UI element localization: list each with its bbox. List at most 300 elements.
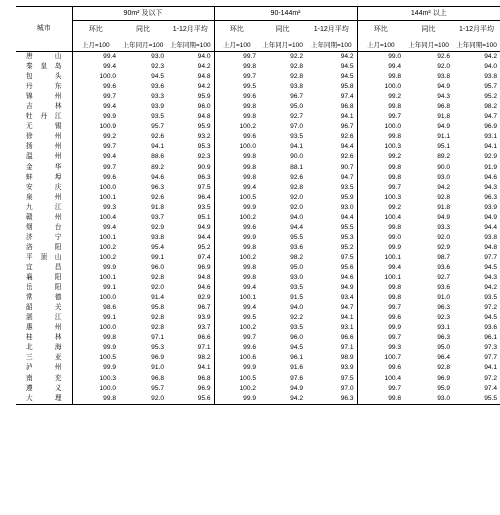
index-value: 92.8 (437, 193, 451, 201)
index-value: 88.6 (151, 153, 164, 161)
index-value: 93.9 (197, 314, 211, 322)
table-row (16, 323, 500, 333)
index-value: 99.2 (72, 132, 119, 142)
index-value: 100.5 (214, 193, 259, 203)
index-value: 94.2 (484, 284, 498, 292)
index-value: 94.5 (340, 73, 354, 81)
index-value: 95.5 (290, 233, 304, 241)
index-value: 93.3 (437, 223, 451, 231)
index-value: 94.4 (340, 143, 354, 151)
index-value: 94.3 (437, 93, 451, 101)
table-row (16, 52, 500, 63)
subcol-mom: 环比 (214, 21, 259, 40)
index-value: 97.7 (484, 253, 498, 261)
index-value: 99.0 (357, 233, 404, 243)
index-value: 91.8 (151, 203, 164, 211)
city-name: 泸州 (26, 364, 62, 372)
price-index-table-container (16, 6, 498, 405)
index-value: 95.2 (484, 93, 498, 101)
index-value: 99.6 (357, 363, 404, 373)
index-value: 93.8 (151, 233, 164, 241)
index-value: 94.9 (437, 123, 451, 131)
city-name: 蚌埠 (26, 173, 62, 181)
index-value: 99.9 (214, 233, 259, 243)
city-name: 烟台 (26, 223, 62, 231)
index-value: 99.4 (214, 183, 259, 193)
city-column-header: 城市 (16, 7, 72, 52)
city-name: 扬州 (26, 143, 62, 151)
index-value: 99.8 (357, 72, 404, 82)
index-value: 92.8 (151, 274, 164, 282)
index-value: 99.9 (72, 263, 119, 273)
index-value: 99.8 (357, 173, 404, 183)
index-value: 99.7 (214, 72, 259, 82)
index-value: 94.0 (197, 53, 211, 61)
base-label: 上年同月=100 (404, 39, 453, 52)
base-label: 上年同月=100 (119, 39, 167, 52)
index-value: 98.9 (340, 354, 354, 362)
index-value: 94.4 (290, 223, 304, 231)
city-name: 北海 (26, 344, 62, 352)
subcol-avg: 1-12月平均 (167, 21, 214, 40)
index-value: 94.5 (340, 63, 354, 71)
index-value: 93.1 (340, 324, 354, 332)
index-value: 92.3 (197, 153, 211, 161)
index-value: 95.3 (340, 233, 354, 241)
base-label: 上年同期=100 (453, 39, 500, 52)
index-value: 99.5 (214, 82, 259, 92)
index-value: 94.1 (340, 113, 354, 121)
index-value: 92.0 (290, 203, 304, 211)
index-value: 97.5 (340, 253, 354, 261)
index-value: 93.5 (290, 284, 304, 292)
index-value: 99.8 (214, 62, 259, 72)
base-label: 上月=100 (357, 39, 404, 52)
index-value: 92.8 (151, 324, 164, 332)
index-value: 92.7 (437, 274, 451, 282)
index-value: 94.8 (197, 274, 211, 282)
index-value: 99.7 (72, 92, 119, 102)
index-value: 93.7 (197, 324, 211, 332)
index-value: 99.6 (214, 343, 259, 353)
index-value: 90.9 (197, 163, 211, 171)
index-value: 94.3 (484, 274, 498, 282)
index-value: 99.7 (357, 384, 404, 394)
index-value: 96.3 (151, 183, 164, 191)
subcol-mom: 环比 (357, 21, 404, 40)
index-value: 95.9 (340, 193, 354, 201)
index-value: 100.0 (357, 122, 404, 132)
index-value: 99.9 (72, 112, 119, 122)
index-value: 99.4 (214, 303, 259, 313)
index-value: 93.8 (484, 73, 498, 81)
index-value: 100.2 (214, 253, 259, 263)
city-name: 吉林 (26, 103, 62, 111)
city-name: 金华 (26, 163, 62, 171)
index-value: 93.3 (151, 93, 164, 101)
index-value: 97.2 (484, 304, 498, 312)
table-row (16, 363, 500, 373)
index-value: 95.7 (151, 123, 164, 131)
index-value: 94.2 (437, 183, 451, 191)
index-value: 92.9 (151, 223, 164, 231)
index-value: 94.7 (340, 173, 354, 181)
index-value: 99.8 (357, 132, 404, 142)
table-row (16, 193, 500, 203)
index-value: 92.6 (290, 173, 304, 181)
index-value: 93.2 (197, 133, 211, 141)
index-value: 100.6 (214, 353, 259, 363)
table-row (16, 72, 500, 82)
index-value: 91.0 (437, 294, 451, 302)
city-name: 平顶山 (26, 253, 62, 261)
index-value: 94.4 (340, 213, 354, 221)
index-value: 96.8 (197, 374, 211, 382)
index-value: 99.9 (357, 243, 404, 253)
city-name: 宜昌 (26, 264, 62, 271)
index-value: 95.0 (290, 264, 304, 271)
index-value: 100.0 (72, 323, 119, 333)
subcol-avg: 1-12月平均 (453, 21, 500, 40)
index-value: 98.2 (197, 354, 211, 362)
index-value: 96.9 (151, 354, 164, 362)
index-value: 92.0 (437, 233, 451, 241)
index-value: 89.2 (151, 163, 164, 171)
group-header-medium: 90-144m² (214, 7, 357, 21)
index-value: 100.1 (72, 233, 119, 243)
city-name: 秦皇岛 (26, 63, 62, 71)
index-value: 95.5 (340, 223, 354, 231)
index-value: 99.8 (357, 283, 404, 293)
index-value: 94.0 (290, 304, 304, 312)
index-value: 94.1 (197, 364, 211, 372)
index-value: 97.4 (197, 253, 211, 261)
index-value: 92.8 (290, 63, 304, 71)
index-value: 99.8 (72, 333, 119, 343)
city-name: 唐山 (26, 53, 62, 61)
index-value: 94.5 (484, 264, 498, 271)
index-value: 98.7 (437, 253, 451, 261)
index-value: 100.2 (214, 323, 259, 333)
index-value: 94.4 (197, 233, 211, 241)
index-value: 93.7 (151, 213, 164, 221)
city-name: 徐州 (26, 133, 62, 141)
index-value: 93.5 (290, 324, 304, 332)
index-value: 100.4 (357, 213, 404, 223)
city-name: 泉州 (26, 193, 62, 201)
index-value: 94.2 (197, 83, 211, 91)
index-value: 95.8 (151, 304, 164, 312)
table-row (16, 82, 500, 92)
index-value: 99.8 (214, 263, 259, 273)
table-row (16, 173, 500, 183)
city-name: 韶关 (26, 304, 62, 312)
index-value: 100.7 (357, 353, 404, 363)
index-value: 99.4 (357, 62, 404, 72)
index-value: 93.5 (151, 113, 164, 121)
index-value: 100.5 (72, 353, 119, 363)
index-value: 99.7 (357, 303, 404, 313)
table-row (16, 293, 500, 303)
index-value: 99.9 (72, 363, 119, 373)
index-value: 94.9 (197, 223, 211, 231)
index-value: 91.9 (484, 163, 498, 171)
table-row (16, 112, 500, 122)
index-value: 94.1 (151, 143, 164, 151)
index-value: 94.9 (437, 213, 451, 221)
index-value: 96.8 (151, 374, 164, 382)
table-row (16, 343, 500, 353)
index-value: 94.2 (340, 53, 354, 61)
index-value: 97.0 (340, 384, 354, 392)
index-value: 95.1 (437, 143, 451, 151)
index-value: 90.0 (290, 153, 304, 161)
index-value: 96.3 (197, 173, 211, 181)
index-value: 99.7 (72, 142, 119, 152)
index-value: 93.6 (437, 284, 451, 292)
index-value: 99.2 (357, 92, 404, 102)
index-value: 96.9 (197, 384, 211, 392)
index-value: 99.7 (214, 52, 259, 63)
index-value: 99.7 (357, 183, 404, 193)
index-value: 99.8 (357, 163, 404, 173)
index-value: 99.8 (214, 102, 259, 112)
index-value: 97.2 (484, 374, 498, 382)
index-value: 95.7 (484, 83, 498, 91)
index-value: 93.6 (437, 264, 451, 271)
index-value: 99.8 (357, 394, 404, 405)
index-value: 93.0 (151, 53, 164, 61)
table-row (16, 152, 500, 162)
index-value: 100.2 (72, 253, 119, 263)
index-value: 96.0 (151, 264, 164, 271)
housing-price-index-table (16, 6, 500, 405)
index-value: 100.0 (72, 72, 119, 82)
index-value: 100.4 (72, 213, 119, 223)
index-value: 99.8 (214, 273, 259, 283)
index-value: 95.5 (453, 394, 500, 405)
index-value: 100.3 (72, 374, 119, 384)
city-name: 常德 (26, 294, 62, 302)
index-value: 99.7 (357, 333, 404, 343)
index-value: 100.4 (357, 374, 404, 384)
index-value: 96.9 (437, 374, 451, 382)
index-value: 96.4 (437, 354, 451, 362)
index-value: 100.1 (72, 273, 119, 283)
index-value: 99.8 (357, 223, 404, 233)
index-value: 96.8 (437, 103, 451, 111)
index-value: 93.5 (197, 203, 211, 211)
index-value: 99.8 (357, 293, 404, 303)
index-value: 94.2 (259, 394, 306, 405)
index-value: 99.1 (72, 313, 119, 323)
index-value: 100.3 (357, 142, 404, 152)
index-value: 93.5 (484, 294, 498, 302)
table-row (16, 374, 500, 384)
index-value: 94.1 (484, 364, 498, 372)
index-value: 93.6 (290, 243, 304, 251)
index-value: 92.6 (437, 53, 451, 61)
index-value: 99.6 (357, 313, 404, 323)
index-value: 92.8 (290, 73, 304, 81)
index-value: 95.1 (197, 213, 211, 221)
index-value: 99.4 (214, 283, 259, 293)
index-value: 99.3 (72, 203, 119, 213)
index-value: 99.8 (214, 173, 259, 183)
index-value: 92.3 (437, 314, 451, 322)
index-value: 93.1 (484, 133, 498, 141)
index-value: 93.0 (340, 203, 354, 211)
index-value: 99.0 (357, 52, 404, 63)
index-value: 99.9 (214, 394, 259, 405)
city-name: 济宁 (26, 233, 62, 241)
index-value: 93.8 (484, 233, 498, 241)
base-label: 上年同期=100 (306, 39, 357, 52)
index-value: 99.7 (214, 333, 259, 343)
index-value: 96.8 (340, 103, 354, 111)
index-value: 99.2 (357, 203, 404, 213)
index-value: 97.4 (484, 384, 498, 392)
index-value: 99.8 (72, 394, 119, 405)
index-value: 94.1 (290, 143, 304, 151)
index-value: 97.1 (151, 334, 164, 342)
city-name: 大理 (16, 394, 72, 405)
index-value: 92.6 (151, 193, 164, 201)
index-value: 95.8 (340, 83, 354, 91)
index-value: 97.7 (484, 354, 498, 362)
index-value: 94.8 (197, 73, 211, 81)
table-row (16, 263, 500, 273)
index-value: 94.5 (484, 314, 498, 322)
city-name: 遵义 (26, 384, 62, 392)
index-value: 93.6 (151, 83, 164, 91)
city-name: 赣州 (26, 213, 62, 221)
index-value: 97.5 (197, 183, 211, 191)
index-value: 91.8 (437, 113, 451, 121)
index-value: 93.0 (290, 274, 304, 282)
index-value: 96.0 (197, 103, 211, 111)
index-value: 97.0 (290, 123, 304, 131)
index-value: 97.3 (484, 344, 498, 352)
index-value: 97.1 (340, 344, 354, 352)
index-value: 99.9 (72, 343, 119, 353)
table-row (16, 233, 500, 243)
city-name: 岳阳 (26, 284, 62, 292)
table-row (16, 62, 500, 72)
index-value: 91.1 (437, 133, 451, 141)
index-value: 91.4 (151, 294, 164, 302)
subcol-yoy: 同比 (119, 21, 167, 40)
index-value: 99.1 (151, 253, 164, 261)
index-value: 94.5 (151, 73, 164, 81)
index-value: 95.3 (197, 143, 211, 151)
city-name: 洛阳 (26, 243, 62, 251)
index-value: 99.2 (357, 152, 404, 162)
index-value: 100.1 (72, 193, 119, 203)
index-value: 100.1 (357, 273, 404, 283)
index-value: 96.9 (484, 123, 498, 131)
index-value: 100.5 (214, 374, 259, 384)
index-value: 98.2 (484, 103, 498, 111)
table-row (16, 142, 500, 152)
index-value: 96.6 (340, 334, 354, 342)
base-label: 上月=100 (72, 39, 119, 52)
index-value: 93.5 (340, 183, 354, 191)
index-value: 97.4 (340, 93, 354, 101)
index-value: 92.6 (340, 153, 354, 161)
index-value: 100.3 (357, 193, 404, 203)
subcol-yoy: 同比 (404, 21, 453, 40)
group-header-row (16, 7, 500, 21)
table-row (16, 253, 500, 263)
index-value: 93.8 (290, 83, 304, 91)
index-value: 99.4 (72, 52, 119, 63)
index-value: 96.3 (437, 334, 451, 342)
index-value: 93.0 (404, 394, 453, 405)
index-value: 92.6 (340, 133, 354, 141)
index-value: 91.8 (437, 203, 451, 211)
index-value: 99.4 (72, 62, 119, 72)
city-name: 温州 (26, 153, 62, 161)
index-value: 100.0 (72, 384, 119, 394)
index-value: 93.8 (437, 73, 451, 81)
table-row (16, 384, 500, 394)
index-value: 95.4 (151, 243, 164, 251)
index-value: 94.2 (484, 53, 498, 61)
index-value: 95.6 (167, 394, 214, 405)
index-value: 94.2 (197, 63, 211, 71)
index-value: 94.4 (484, 223, 498, 231)
group-header-large: 144m² 以上 (357, 7, 500, 21)
index-value: 100.1 (357, 253, 404, 263)
index-value: 91.0 (151, 364, 164, 372)
index-value: 95.3 (151, 344, 164, 352)
city-name: 三亚 (26, 354, 62, 362)
index-value: 99.8 (214, 163, 259, 173)
index-value: 95.0 (290, 103, 304, 111)
index-value: 99.6 (72, 82, 119, 92)
table-row (16, 92, 500, 102)
index-value: 100.1 (214, 293, 259, 303)
index-value: 92.0 (290, 193, 304, 201)
city-name: 九江 (26, 203, 62, 211)
city-name: 锦州 (26, 93, 62, 101)
index-value: 93.9 (340, 364, 354, 372)
index-value: 94.8 (197, 113, 211, 121)
city-name: 南充 (26, 374, 62, 382)
index-value: 94.8 (484, 243, 498, 251)
index-value: 94.6 (197, 284, 211, 292)
index-value: 91.6 (290, 364, 304, 372)
index-value: 96.7 (340, 123, 354, 131)
index-value: 93.6 (484, 324, 498, 332)
index-value: 96.6 (197, 334, 211, 342)
index-value: 96.3 (306, 394, 357, 405)
index-value: 100.0 (357, 82, 404, 92)
index-value: 90.0 (437, 163, 451, 171)
table-row (16, 102, 500, 112)
index-value: 99.9 (357, 323, 404, 333)
table-row (16, 353, 500, 363)
subcol-avg: 1-12月平均 (306, 21, 357, 40)
index-value: 99.8 (214, 112, 259, 122)
index-value: 92.8 (437, 364, 451, 372)
index-value: 92.8 (151, 314, 164, 322)
index-value: 96.1 (290, 354, 304, 362)
city-name: 无锡 (26, 123, 62, 131)
base-header-row (16, 39, 500, 52)
index-value: 96.1 (484, 334, 498, 342)
